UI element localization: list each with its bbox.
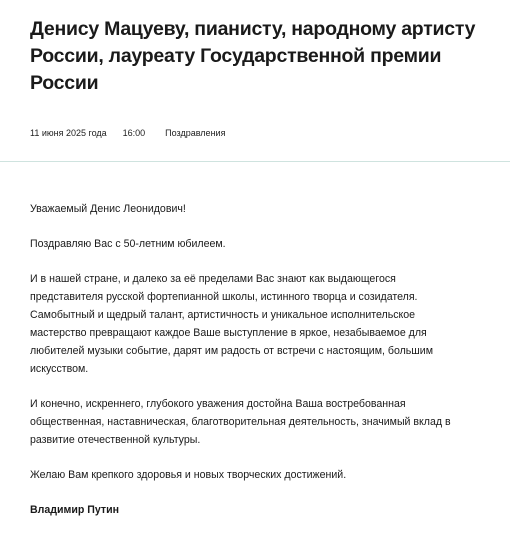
publication-date: 11 июня 2025 года (30, 128, 107, 138)
paragraph: И конечно, искреннего, глубокого уважения достойна Ваша востребованная общественная, наставническая, благотворительная деятельность, значимый вклад в развитие отечественной культуры. (30, 398, 451, 446)
page-title: Денису Мацуеву, пианисту, народному артисту России, лауреату Государственной премии России (30, 18, 476, 94)
category-link[interactable]: Поздравления (165, 128, 226, 138)
paragraph: И в нашей стране, и далеко за её пределами Вас знают как выдающегося представителя русской фортепианной школы, истинного творца и созидателя. Самобытный и щедрый талант, артистичность и уникальное исполнительское мастерство превращают каждое Ваше выступление в яркое, незабываемое для любителей музыки событие, дарят им радость от встречи с настоящим, большим искусством. (30, 273, 434, 375)
greeting: Уважаемый Денис Леонидович! (30, 203, 186, 215)
article-body (30, 200, 470, 519)
divider (0, 161, 510, 162)
paragraph: Желаю Вам крепкого здоровья и новых творческих достижений. (30, 469, 347, 481)
signature: Владимир Путин (30, 504, 120, 516)
article-header (0, 0, 510, 139)
article-meta (30, 127, 480, 139)
paragraph: Поздравляю Вас с 50-летним юбилеем. (30, 238, 226, 250)
publication-time: 16:00 (122, 128, 146, 138)
